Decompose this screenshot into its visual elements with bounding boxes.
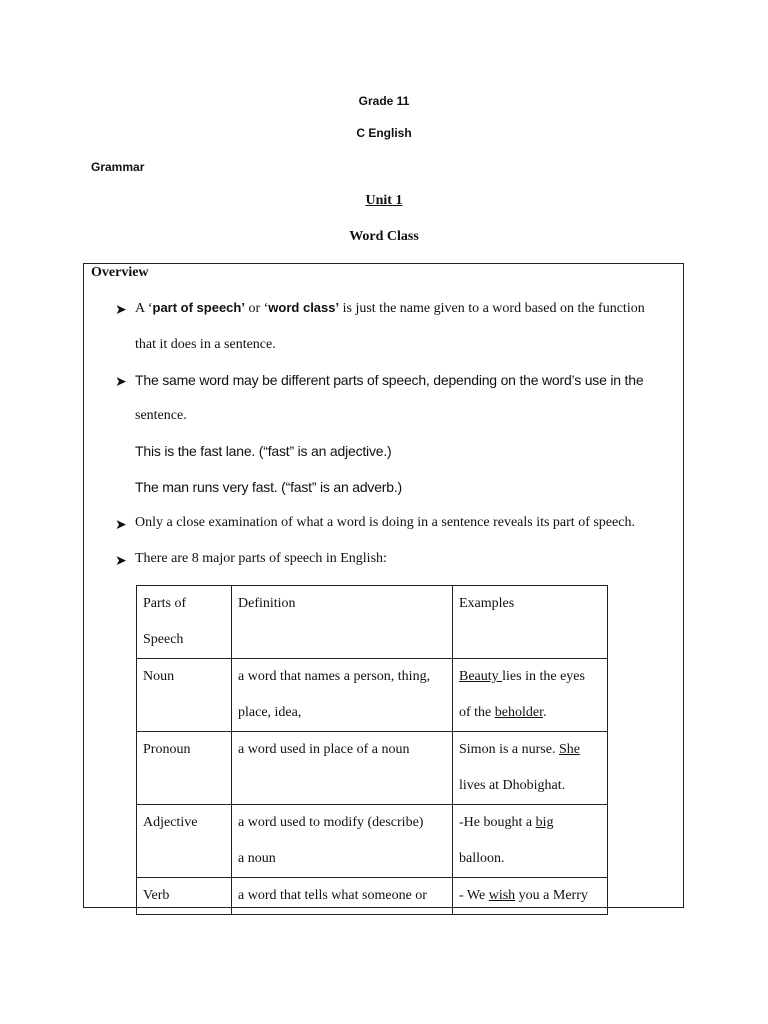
header-cell-parts-of-speech: [137, 586, 232, 659]
definition-cell: [232, 878, 453, 915]
definition-line: a word that tells what someone or: [238, 888, 427, 903]
example-text: .: [542, 705, 547, 720]
subject-label: C English: [356, 126, 412, 140]
term-word-class: word class’: [268, 300, 340, 315]
underlined-word: big: [535, 815, 554, 830]
b1-pre: A ‘: [135, 301, 153, 316]
definition-cell: [232, 659, 453, 732]
b1-post: is just the name given to a word based on the function: [339, 301, 645, 316]
overview-heading: Overview: [91, 265, 149, 280]
unit-title: Unit 1: [365, 193, 403, 208]
example-line: [459, 732, 601, 768]
section-label: Grammar: [91, 160, 145, 174]
bullet-arrow-icon: ➤: [115, 516, 127, 532]
pos-cell: Verb: [137, 878, 232, 915]
definition-line: a word used in place of a noun: [238, 742, 410, 757]
example-line: lives at Dhobighat.: [459, 778, 566, 793]
bullet-2-text: The same word may be different parts of speech, depending on the word’s use in the: [135, 372, 644, 388]
example-text: lies in the eyes: [502, 669, 585, 684]
example-text: - We: [459, 888, 489, 903]
example-fast-adjective: This is the fast lane. (“fast” is an adjective.): [135, 443, 392, 459]
example-line: [459, 805, 601, 841]
bullet-4-text: There are 8 major parts of speech in English:: [135, 551, 387, 566]
bullet-1-continuation: that it does in a sentence.: [135, 337, 276, 352]
grade-label: Grade 11: [358, 94, 410, 108]
bullet-arrow-icon: ➤: [115, 373, 127, 389]
example-text: of the: [459, 705, 495, 720]
table-row: [137, 878, 608, 915]
table-header-row: [137, 586, 608, 659]
example-line: [459, 695, 601, 731]
b1-mid: or ‘: [244, 301, 269, 316]
example-cell: [453, 805, 608, 878]
underlined-word: Beauty: [459, 669, 503, 684]
table-row: [137, 732, 608, 805]
example-cell: [453, 878, 608, 915]
header-cell-examples: Examples: [453, 586, 608, 659]
definition-line: place, idea,: [238, 705, 302, 720]
table-row: [137, 659, 608, 732]
header-speech: Speech: [143, 632, 184, 647]
underlined-word: She: [558, 742, 580, 757]
example-text: you a Merry: [515, 888, 588, 903]
example-text: Simon is a nurse.: [459, 742, 559, 757]
bullet-arrow-icon: ➤: [115, 552, 127, 568]
definition-cell: [232, 732, 453, 805]
underlined-word: beholder: [494, 705, 543, 720]
example-line: balloon.: [459, 851, 505, 866]
parts-of-speech-table: [136, 585, 608, 915]
example-cell: [453, 659, 608, 732]
underlined-word: wish: [488, 888, 516, 903]
bullet-3-text: Only a close examination of what a word is doing in a sentence reveals its part of speech.: [135, 515, 635, 530]
topic-title: Word Class: [349, 229, 419, 244]
header-cell-definition: Definition: [232, 586, 453, 659]
example-cell: [453, 732, 608, 805]
example-fast-adverb: The man runs very fast. (“fast” is an adverb.): [135, 479, 403, 495]
example-line: [459, 878, 601, 914]
definition-line: a noun: [238, 851, 276, 866]
bullet-2-continuation: sentence.: [135, 408, 187, 423]
pos-cell: Pronoun: [137, 732, 232, 805]
definition-line: a word used to modify (describe): [238, 815, 424, 830]
term-part-of-speech: part of speech’: [152, 300, 245, 315]
pos-cell: Adjective: [137, 805, 232, 878]
pos-cell: Noun: [137, 659, 232, 732]
header-parts-of: Parts of: [143, 596, 187, 611]
example-line: [459, 659, 601, 695]
bullet-arrow-icon: ➤: [115, 301, 127, 317]
definition-line: a word that names a person, thing,: [238, 669, 431, 684]
table-row: [137, 805, 608, 878]
example-text: -He bought a: [459, 815, 536, 830]
bullet-1-text: [135, 300, 645, 317]
definition-cell: [232, 805, 453, 878]
